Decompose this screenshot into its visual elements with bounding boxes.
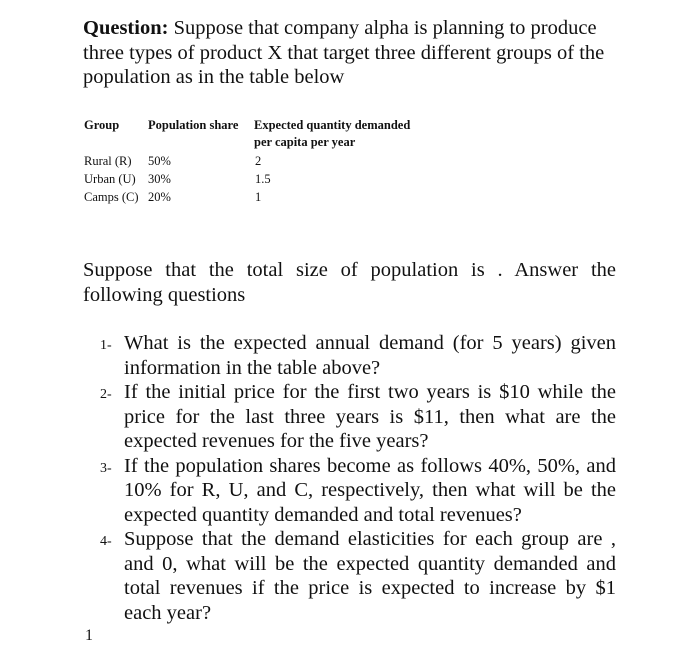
question-label: Question: — [83, 17, 169, 39]
row-rural-qty: 2 — [255, 154, 262, 168]
question-text: Suppose that company alpha is planning to produce three types of product X that target three different groups of the population as in the table below — [83, 17, 605, 88]
list-item-text: What is the expected annual demand (for 5 years) given information in the table above? — [124, 332, 616, 379]
list-item-text: If the population shares become as follows 40%, 50%, and 10% for R, U, and C, respectively, then what will be the expected quantity demanded and total revenues? — [124, 454, 616, 526]
list-item-number: 4- — [100, 534, 112, 549]
list-item — [100, 527, 616, 625]
intro-paragraph — [83, 258, 616, 307]
list-item — [100, 380, 616, 454]
page-number: 1 — [85, 627, 93, 644]
list-item-number: 3- — [100, 460, 112, 476]
list-item — [100, 454, 616, 528]
row-urban-share: 30% — [148, 172, 171, 186]
row-urban-qty: 1.5 — [255, 172, 271, 186]
row-camps-group: Camps (C) — [84, 190, 139, 204]
list-item-text: If the initial price for the first two years is $10 while the price for the last three years is $11, then what are the expected revenues for the five years? — [124, 381, 616, 452]
intro-line1: Suppose that the total size of population is . Answer the — [83, 259, 616, 281]
row-camps-share: 20% — [148, 190, 171, 204]
header-quantity-line1: Expected quantity demanded — [254, 118, 411, 132]
row-rural-group: Rural (R) — [84, 154, 132, 168]
header-group: Group — [84, 118, 120, 132]
question-list — [100, 331, 616, 625]
list-item-text: Suppose that the demand elasticities for each group are , and 0, what will be the expected quantity demanded and total revenues if the price is expected to increase by $1 each year? — [124, 528, 616, 624]
row-urban-group: Urban (U) — [84, 172, 136, 186]
intro-line2: following questions — [83, 283, 246, 306]
header-quantity-line2: per capita per year — [254, 135, 356, 149]
row-camps-qty: 1 — [255, 190, 262, 204]
list-item-number: 1- — [100, 338, 112, 353]
list-item-number: 2- — [100, 387, 112, 402]
list-item — [100, 331, 616, 380]
header-population-share: Population share — [148, 118, 239, 132]
question-paragraph — [83, 16, 623, 90]
row-rural-share: 50% — [148, 154, 171, 168]
